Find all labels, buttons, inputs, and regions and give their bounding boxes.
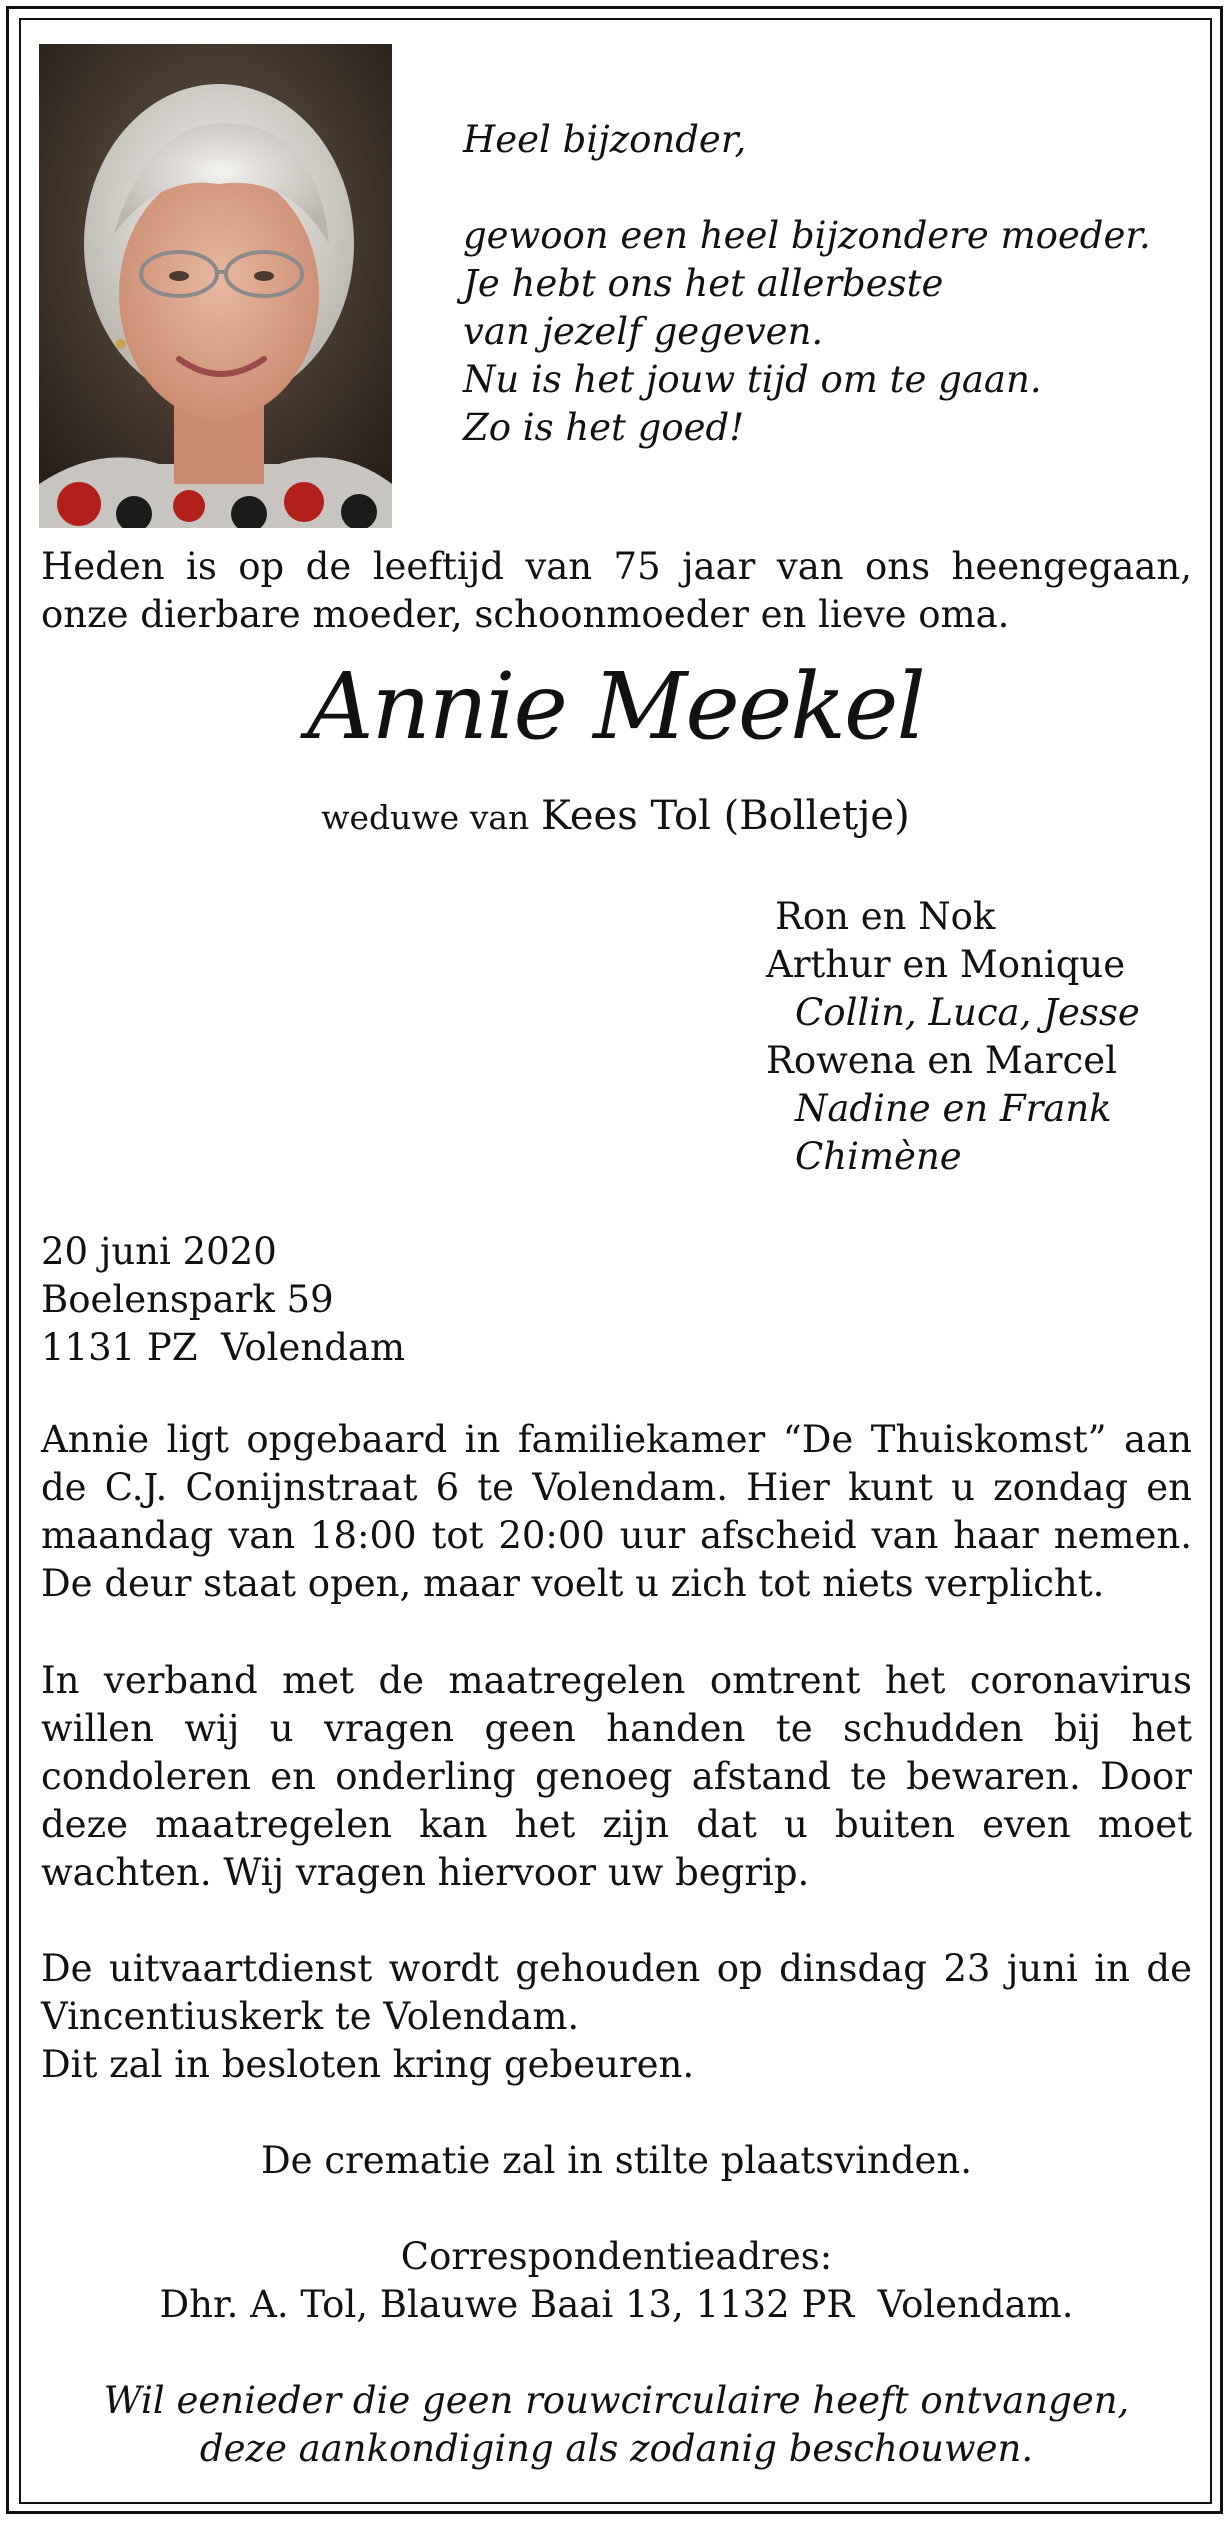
- paragraph-viewing: Annie ligt opgebaard in familiekamer “De Thuiskomst” aan de C.J. Conijnstraat 6 te Volendam. Hier kunt u zondag en maandag van 18:00 tot 20:00 uur afscheid van haar nemen. De deur staat open, maar voelt u zich tot niets verplicht.: [41, 1418, 1192, 1605]
- widow-prefix: weduwe van: [321, 798, 530, 837]
- closing-line: Wil eenieder die geen rouwcirculaire heeft ontvangen,: [103, 2379, 1130, 2422]
- correspondence-label: Correspondentieadres:: [400, 2235, 833, 2278]
- portrait-photo: [39, 44, 392, 528]
- paragraph-private: Dit zal in besloten kring gebeuren.: [41, 2043, 695, 2086]
- intro-text: Heden is op de leeftijd van 75 jaar van ons heengegaan, onze dierbare moeder, schoonmoeder en lieve oma.: [41, 545, 1192, 636]
- poem-line: van jezelf gegeven.: [463, 310, 824, 353]
- correspondence-address: Dhr. A. Tol, Blauwe Baai 13, 1132 PR Volendam.: [159, 2283, 1074, 2326]
- poem-line: Heel bijzonder,: [463, 118, 747, 161]
- family-line: Ron en Nok: [775, 895, 996, 938]
- widow-of-name: Kees Tol (Bolletje): [541, 793, 910, 839]
- family-line: Arthur en Monique: [766, 943, 1126, 986]
- family-line: Nadine en Frank: [795, 1087, 1112, 1130]
- closing-line: deze aankondiging als zodanig beschouwen.: [199, 2427, 1034, 2470]
- paragraph-service: De uitvaartdienst wordt gehouden op dinsdag 23 juni in de Vincentiuskerk te Volendam.: [41, 1947, 1192, 2038]
- family-line: Rowena en Marcel: [766, 1039, 1117, 1082]
- cremation-line: De crematie zal in stilte plaatsvinden.: [261, 2139, 972, 2182]
- widow-line: [0, 792, 1231, 842]
- family-line: Collin, Luca, Jesse: [795, 991, 1140, 1034]
- poem-line: Nu is het jouw tijd om te gaan.: [463, 358, 1042, 401]
- deceased-name: Annie Meekel: [307, 653, 924, 760]
- poem-line: Je hebt ons het allerbeste: [463, 262, 944, 305]
- poem: [463, 116, 1151, 452]
- street-line: Boelenspark 59: [41, 1278, 334, 1321]
- city-line: 1131 PZ Volendam: [41, 1326, 406, 1369]
- family-line: Chimène: [795, 1135, 962, 1178]
- paragraph-corona: In verband met de maatregelen omtrent het coronavirus willen wij u vragen geen handen te schudden bij het condoleren en onderling genoeg afstand te bewaren. Door deze maatregelen kan het zijn dat u buiten even moet wachten. Wij vragen hiervoor uw begrip.: [41, 1659, 1192, 1894]
- poem-line: gewoon een heel bijzondere moeder.: [463, 214, 1151, 257]
- date-line: 20 juni 2020: [41, 1230, 277, 1273]
- poem-line: Zo is het goed!: [463, 406, 745, 449]
